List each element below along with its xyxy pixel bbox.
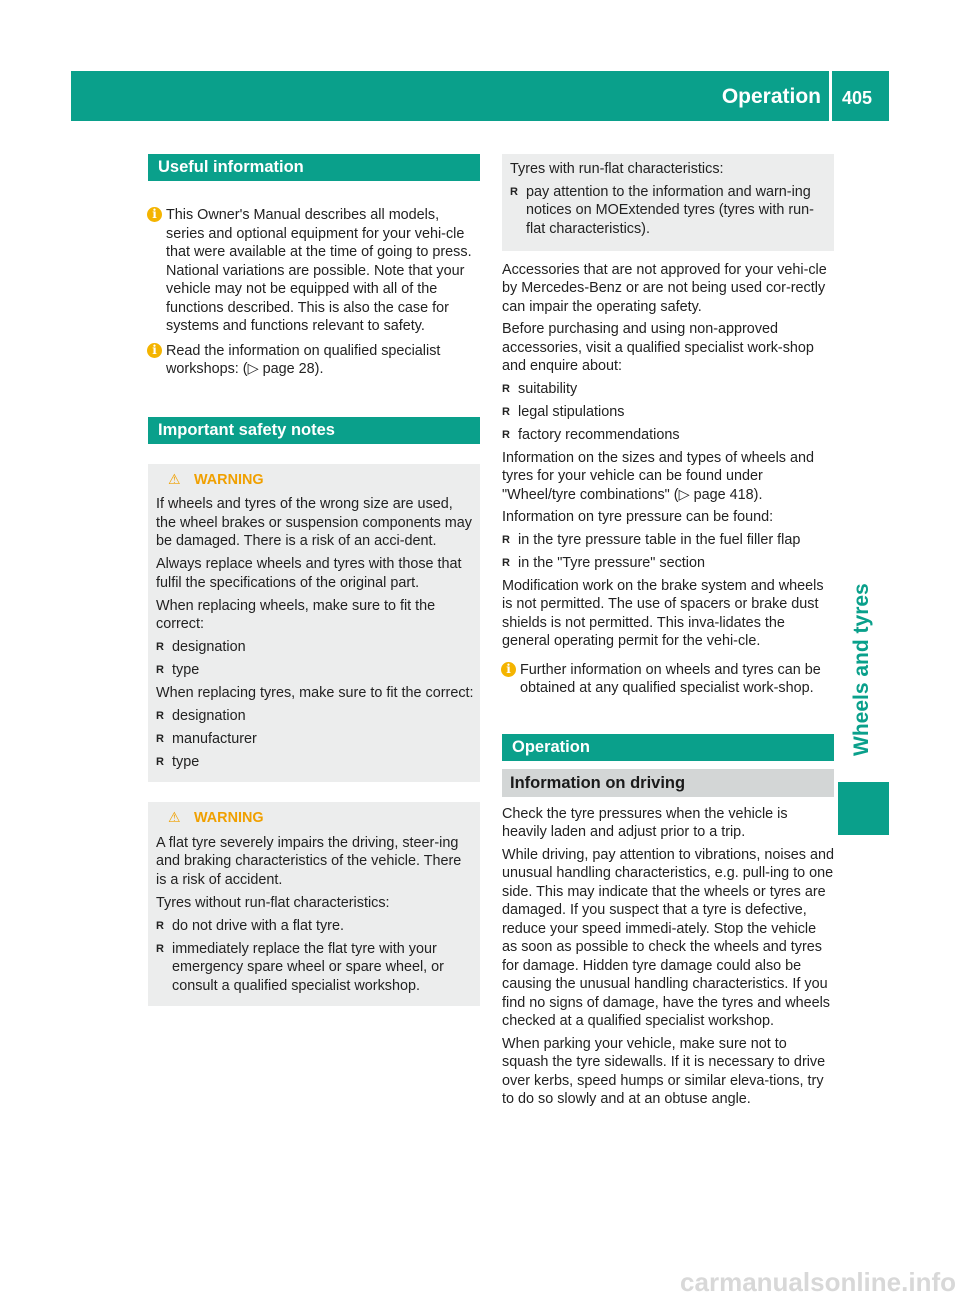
chapter-tab-label: Wheels and tyres — [850, 583, 873, 756]
safety-notes-heading: Important safety notes — [148, 417, 480, 444]
right-column — [502, 154, 834, 1113]
warning-text: When replacing tyres, make sure to fit the correct: — [156, 685, 474, 701]
list-item: R manufacturer — [156, 730, 474, 749]
section-title: Operation — [721, 85, 821, 108]
list-item: R immediately replace the flat tyre with your emergency spare wheel or spare wheel, or consult a qualified specialist workshop. — [156, 940, 474, 996]
warning-triangle-icon: ⚠ — [168, 470, 181, 487]
header-divider — [829, 71, 832, 121]
warning-text: When replacing wheels, make sure to fit the correct: — [156, 597, 436, 632]
body-text: When parking your vehicle, make sure not to squash the tyre sidewalls. If it is necessary to drive over kerbs, speed humps or similar eleva-tions, try to do so slowly and at an obtuse angle. — [502, 1035, 826, 1107]
warning-label: WARNING — [194, 810, 264, 826]
list-item: R type — [156, 661, 474, 680]
warning-box — [148, 802, 480, 1006]
warning-triangle-icon: ⚠ — [168, 809, 181, 825]
list-item: R in the "Tyre pressure" section — [502, 554, 834, 573]
list-item: R factory recommendations — [502, 426, 834, 445]
operation-heading: Operation — [502, 734, 834, 761]
body-text: Before purchasing and using non-approved accessories, visit a qualified specialist work-shop and enquire about: — [502, 321, 814, 374]
driving-info-heading: Information on driving — [502, 769, 834, 797]
warning-label: WARNING — [194, 471, 264, 488]
list-item: R in the tyre pressure table in the fuel filler flap — [502, 531, 834, 550]
useful-info-heading: Useful information — [148, 154, 480, 181]
body-text: Information on the sizes and types of wheels and tyres for your vehicle can be found under "Wheel/tyre combinations" (▷ page 418). — [502, 449, 814, 503]
info-icon: i — [501, 662, 516, 677]
page-number: 405 — [842, 88, 873, 108]
info-text: Read the information on qualified specialist workshops: (▷ page 28). — [166, 342, 441, 377]
info-text: Further information on wheels and tyres can be obtained at any qualified specialist work-shop. — [520, 661, 821, 696]
body-text: Information on tyre pressure can be found: — [502, 509, 774, 525]
warning-text: A flat tyre severely impairs the driving, steer-ing and braking characteristics of the vehicle. There is a risk of accident. — [156, 834, 462, 888]
left-column — [148, 154, 480, 1006]
body-text: Modification work on the brake system and wheels is not permitted. The use of spacers or brake dust shields is not permitted. This inva-lidates the general operating permit for the vehi-cle. — [502, 577, 824, 649]
watermark: carmanualsonline.info — [680, 1267, 956, 1297]
warning-box — [148, 464, 480, 783]
chapter-marker — [838, 782, 889, 835]
warning-text: Always replace wheels and tyres with those that fulfil the specifications of the original part. — [156, 556, 462, 591]
runflat-box — [502, 154, 834, 251]
body-text: Check the tyre pressures when the vehicle is heavily laden and adjust prior to a trip. — [502, 805, 788, 840]
info-icon: i — [147, 343, 162, 358]
warning-text: If wheels and tyres of the wrong size are used, the wheel brakes or suspension components may be damaged. There is a risk of an acci-dent. — [156, 496, 472, 549]
warning-text: Tyres without run-flat characteristics: — [156, 894, 390, 911]
list-item: R pay attention to the information and warn-ing notices on MOExtended tyres (tyres with run-flat characteristics). — [510, 183, 828, 239]
list-item: R legal stipulations — [502, 403, 834, 422]
list-item: R do not drive with a flat tyre. — [156, 917, 474, 936]
list-item: R type — [156, 753, 474, 772]
info-note — [502, 661, 834, 698]
list-item: R suitability — [502, 380, 834, 399]
body-text: Accessories that are not approved for your vehi-cle by Mercedes-Benz or are not being used cor-rectly can impair the operating safety. — [502, 261, 827, 315]
warning-header — [156, 808, 474, 828]
info-text: This Owner's Manual describes all models, series and optional equipment for your vehi-cle that were available at the time of going to press. National variations are possible. Note that your vehicle may not be equipped with all of the functions described. This is also the case for systems and functions relevant to safety. — [166, 207, 472, 334]
box-intro: Tyres with run-flat characteristics: — [510, 161, 724, 177]
warning-header — [156, 470, 474, 490]
list-item: R designation — [156, 707, 474, 726]
body-text: While driving, pay attention to vibrations, noises and unusual handling characteristics, e.g. pull-ing to one side. This may indicate that the wheels or tyres are damaged. If you suspect that a tyre is defective, reduce your speed immedi-ately. Stop the vehicle as soon as possible to check the wheels and tyres for damage. Hidden tyre damage could also be causing the unusual handling characteristics. If you find no signs of damage, have the tyres and wheels checked at a qualified specialist workshop. — [502, 846, 834, 1029]
chapter-tab — [838, 530, 889, 760]
info-note — [148, 342, 480, 379]
info-note — [148, 206, 480, 336]
page-header — [71, 71, 889, 121]
info-icon: i — [147, 207, 162, 222]
list-item: R designation — [156, 638, 474, 657]
